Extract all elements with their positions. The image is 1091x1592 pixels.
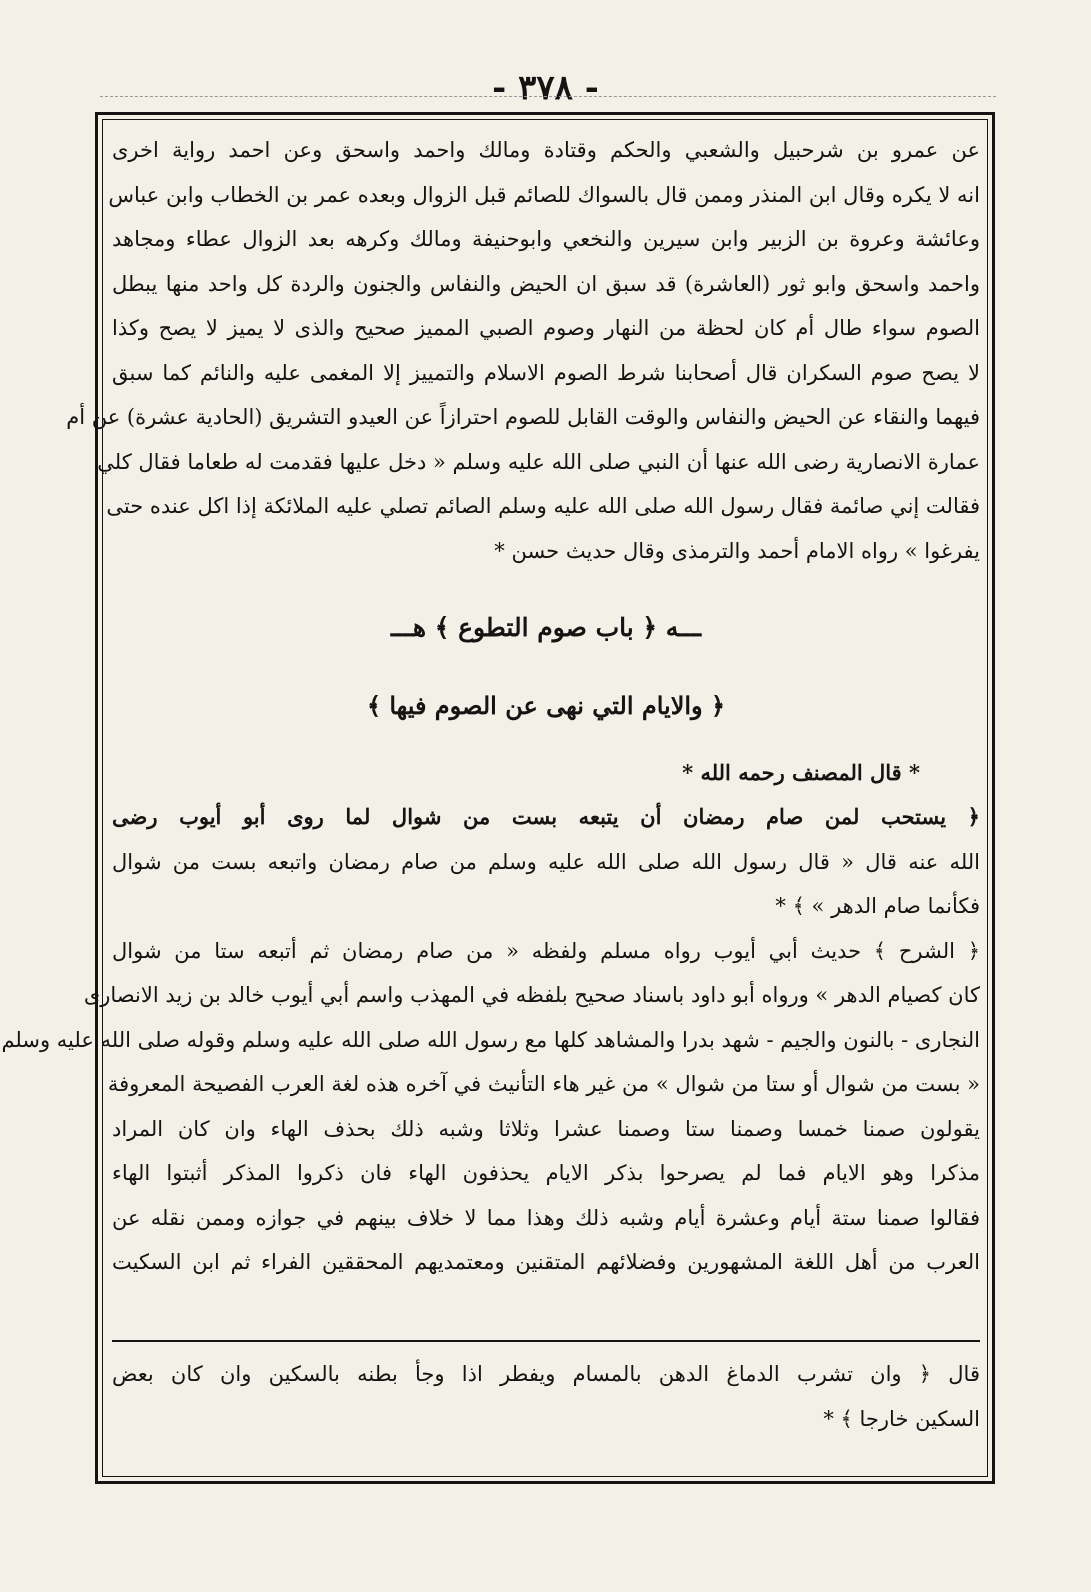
sharh-line: كان كصيام الدهر » ورواه أبو داود باسناد صحيح بلفظه في المهذب واسم أبي أيوب خالد بن زيد الانصارى — [83, 983, 980, 1007]
sharh-line: يقولون صمنا خمسا وصمنا ستا وصمنا عشرا وثلاثا وشبه ذلك بحذف الهاء وان كان المراد — [112, 1116, 980, 1141]
text-line: عمارة الانصارية رضى الله عنها أن النبي صلى الله عليه وسلم « دخل عليها فقدمت له طعاما فقال كلي — [97, 449, 980, 474]
text-line: لا يصح صوم السكران قال أصحابنا شرط الصوم الاسلام والتمييز إلا المغمى عليه والنائم كما سبق — [112, 360, 980, 385]
sharh-line: فقالوا صمنا ستة أيام وعشرة أيام وشبه ذلك وهذا مما لا خلاف بينهم في جوازه وممن نقله عن — [112, 1205, 980, 1230]
text-line: فيهما والنقاء عن الحيض والنفاس والوقت القابل للصوم احترازاً عن العيدو التشريق (الحادية عشرة) عن أم — [66, 405, 980, 429]
text-line: فقالت إني صائمة فقال رسول الله صلى الله عليه وسلم الصائم تصلي عليه الملائكة إذا اكل عنده حتى — [106, 494, 980, 518]
matn-line: ﴿ يستحب لمن صام رمضان أن يتبعه بست من شوال لما روى أبو أيوب رضى — [112, 804, 980, 829]
text-line: الصوم سواء طال أم كان لحظة من النهار وصوم الصبي المميز صحيح والذى لا يميز لا يصح وكذا — [112, 316, 980, 340]
header-rule — [100, 96, 996, 97]
chapter-subtitle: ﴿ والايام التي نهى عن الصوم فيها ﴾ — [366, 691, 726, 720]
sharh-line: النجارى - بالنون والجيم - شهد بدرا والمشاهد كلها مع رسول الله صلى الله عليه وسلم وقوله صلى الله عليه وسلم — [1, 1027, 980, 1052]
sharh-line: مذكرا وهو الايام فما لم يصرحوا بذكر الايام يحذفون الهاء فان ذكروا المذكر أثبتوا الهاء — [112, 1161, 980, 1185]
footnote-line: قال ﴿ وان تشرب الدماغ الدهن بالمسام ويفطر اذا وجأ بطنه بالسكين وان كان بعض — [112, 1362, 980, 1386]
author-heading: * قال المصنف رحمه الله * — [682, 760, 920, 785]
text-line: يفرغوا » رواه الامام أحمد والترمذى وقال حديث حسن * — [494, 538, 980, 563]
text-line: عن عمرو بن شرحبيل والشعبي والحكم وقتادة ومالك واحمد واسحق وعن احمد رواية اخرى — [112, 138, 980, 162]
text-line: انه لا يكره وقال ابن المنذر وممن قال بالسواك للصائم قبل الزوال وبعده عمر بن الخطاب وابن عباس — [108, 182, 980, 207]
sharh-line: العرب من أهل اللغة المشهورين وفضلائهم المتقنين ومعتمديهم المحققين الفراء ثم ابن السكيت — [112, 1250, 980, 1274]
footnote-divider — [112, 1340, 980, 1342]
sharh-line: ﴿ الشرح ﴾ حديث أبي أيوب رواه مسلم ولفظه « من صام رمضان ثم أتبعه ستا من شوال — [112, 938, 980, 963]
text-line: واحمد واسحق وابو ثور (العاشرة) قد سبق ان الحيض والنفاس والجنون والردة كل واحد منها يبطل — [112, 271, 980, 296]
text-line: وعائشة وعروة بن الزبير وابن سيرين والنخعي وابوحنيفة ومالك وكرهه بعد الزوال عطاء ومجاهد — [112, 227, 980, 251]
chapter-title: ـــه ﴿ باب صوم التطوع ﴾ ه‍ـــ — [390, 613, 702, 642]
matn-line: فكأنما صام الدهر » ﴾ * — [775, 894, 980, 918]
footnote-line: السكين خارجا ﴾ * — [823, 1406, 980, 1431]
matn-line: الله عنه قال « قال رسول الله صلى الله عليه وسلم من صام رمضان واتبعه بست من شوال — [112, 849, 981, 874]
footnote — [112, 1352, 980, 1441]
main-text — [1, 128, 981, 1285]
sharh-line: « بست من شوال أو ستا من شوال » من غير هاء التأنيث في آخره هذه لغة العرب الفصيحة المعروفة — [107, 1072, 980, 1096]
page-number: - ٣٧٨ - — [492, 68, 599, 108]
